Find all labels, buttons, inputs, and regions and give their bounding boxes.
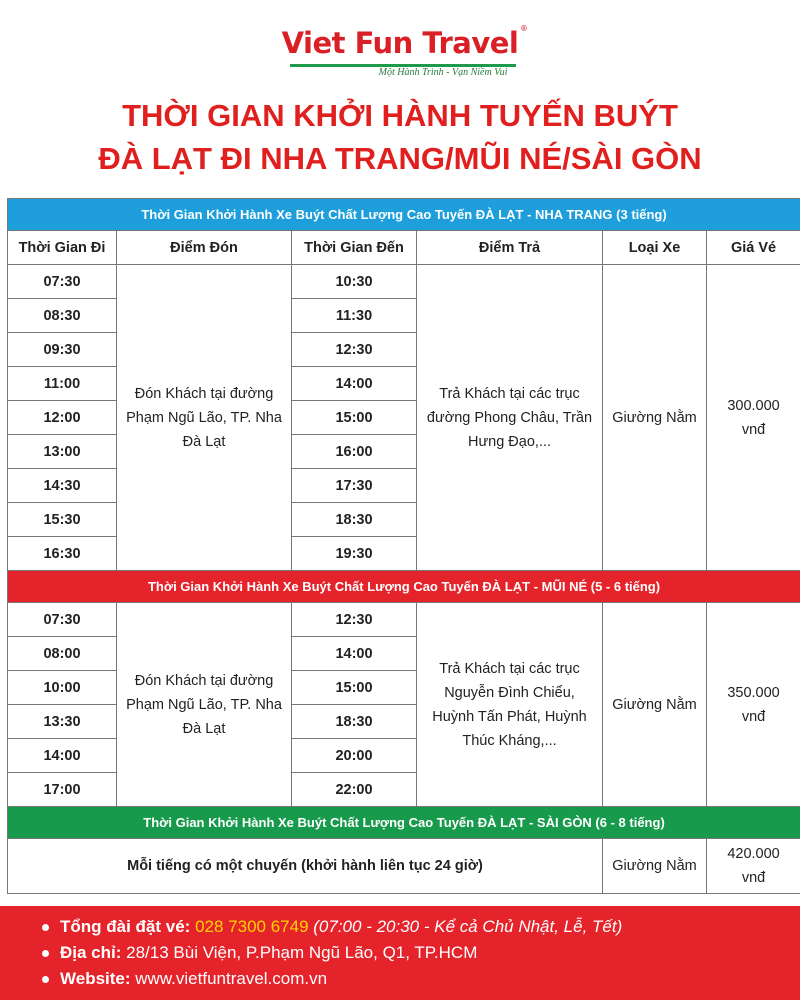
title-line-2: ĐÀ LẠT ĐI NHA TRANG/MŨI NÉ/SÀI GÒN xyxy=(98,141,702,176)
hotline-number[interactable]: 028 7300 6749 xyxy=(195,917,309,936)
hotline-hours: (07:00 - 20:30 - Kể cả Chủ Nhật, Lễ, Tết) xyxy=(313,917,623,936)
ticket-price: 350.000 vnđ xyxy=(707,603,800,807)
arrive-time: 14:00 xyxy=(292,637,417,671)
hotline-item xyxy=(40,914,800,940)
address-value: 28/13 Bùi Viện, P.Phạm Ngũ Lão, Q1, TP.HCM xyxy=(126,943,478,962)
website-label: Website: xyxy=(60,969,131,988)
website-item xyxy=(40,966,800,992)
vehicle-type: Giường Nằm xyxy=(603,839,707,894)
route-title: Thời Gian Khởi Hành Xe Buýt Chất Lượng Cao Tuyến ĐÀ LẠT - SÀI GÒN (6 - 8 tiếng) xyxy=(8,807,800,839)
arrive-time: 18:30 xyxy=(292,503,417,537)
brand-name: Viet Fun Travel ® xyxy=(281,24,528,60)
schedule-note: Mỗi tiếng có một chuyến (khởi hành liên tục 24 giờ) xyxy=(8,839,603,894)
arrive-time: 19:30 xyxy=(292,537,417,571)
address-item xyxy=(40,940,800,966)
depart-time: 09:30 xyxy=(8,333,117,367)
depart-time: 15:30 xyxy=(8,503,117,537)
route-header-nha-trang xyxy=(8,199,800,231)
route-header-sai-gon xyxy=(8,807,800,839)
arrive-time: 22:00 xyxy=(292,773,417,807)
arrive-time: 10:30 xyxy=(292,265,417,299)
schedule-table xyxy=(7,198,800,894)
depart-time: 17:00 xyxy=(8,773,117,807)
registered-mark: ® xyxy=(519,24,528,33)
col-depart: Thời Gian Đi xyxy=(8,231,117,265)
arrive-time: 15:00 xyxy=(292,401,417,435)
dropoff-point: Trả Khách tại các trục Nguyễn Đình Chiểu, Huỳnh Tấn Phát, Huỳnh Thúc Kháng,... xyxy=(417,603,603,807)
col-pickup: Điểm Đón xyxy=(117,231,292,265)
col-arrive: Thời Gian Đến xyxy=(292,231,417,265)
vehicle-type: Giường Nằm xyxy=(603,265,707,571)
depart-time: 14:30 xyxy=(8,469,117,503)
column-header-row xyxy=(8,231,800,265)
depart-time: 13:00 xyxy=(8,435,117,469)
depart-time: 08:30 xyxy=(8,299,117,333)
col-vehicle: Loại Xe xyxy=(603,231,707,265)
depart-time: 16:30 xyxy=(8,537,117,571)
depart-time: 13:30 xyxy=(8,705,117,739)
ticket-price: 420.000 vnđ xyxy=(707,839,800,894)
website-link[interactable]: www.vietfuntravel.com.vn xyxy=(135,969,328,988)
table-row xyxy=(8,839,800,894)
dropoff-point: Trả Khách tại các trục đường Phong Châu, Trần Hưng Đạo,... xyxy=(417,265,603,571)
pickup-point: Đón Khách tại đường Phạm Ngũ Lão, TP. Nha Đà Lạt xyxy=(117,265,292,571)
contact-footer xyxy=(0,906,800,1000)
depart-time: 11:00 xyxy=(8,367,117,401)
arrive-time: 12:30 xyxy=(292,333,417,367)
depart-time: 14:00 xyxy=(8,739,117,773)
hotline-label: Tổng đài đặt vé: xyxy=(60,917,191,936)
depart-time: 12:00 xyxy=(8,401,117,435)
brand-logo xyxy=(0,26,800,60)
address-label: Địa chỉ: xyxy=(60,943,122,962)
route-header-mui-ne xyxy=(8,571,800,603)
arrive-time: 14:00 xyxy=(292,367,417,401)
depart-time: 07:30 xyxy=(8,603,117,637)
title-line-1: THỜI GIAN KHỞI HÀNH TUYẾN BUÝT xyxy=(122,98,678,133)
route-title: Thời Gian Khởi Hành Xe Buýt Chất Lượng Cao Tuyến ĐÀ LẠT - NHA TRANG (3 tiếng) xyxy=(8,199,800,231)
vehicle-type: Giường Nằm xyxy=(603,603,707,807)
arrive-time: 12:30 xyxy=(292,603,417,637)
col-price: Giá Vé xyxy=(707,231,800,265)
table-row xyxy=(8,265,800,299)
brand-slogan: Một Hành Trình - Vạn Niềm Vui xyxy=(378,67,508,78)
arrive-time: 17:30 xyxy=(292,469,417,503)
arrive-time: 15:00 xyxy=(292,671,417,705)
pickup-point: Đón Khách tại đường Phạm Ngũ Lão, TP. Nha Đà Lạt xyxy=(117,603,292,807)
depart-time: 07:30 xyxy=(8,265,117,299)
page-title xyxy=(0,94,800,180)
ticket-price: 300.000 vnđ xyxy=(707,265,800,571)
route-title: Thời Gian Khởi Hành Xe Buýt Chất Lượng Cao Tuyến ĐÀ LẠT - MŨI NÉ (5 - 6 tiếng) xyxy=(8,571,800,603)
arrive-time: 18:30 xyxy=(292,705,417,739)
arrive-time: 11:30 xyxy=(292,299,417,333)
col-dropoff: Điểm Trả xyxy=(417,231,603,265)
depart-time: 10:00 xyxy=(8,671,117,705)
table-row xyxy=(8,603,800,637)
depart-time: 08:00 xyxy=(8,637,117,671)
arrive-time: 20:00 xyxy=(292,739,417,773)
arrive-time: 16:00 xyxy=(292,435,417,469)
